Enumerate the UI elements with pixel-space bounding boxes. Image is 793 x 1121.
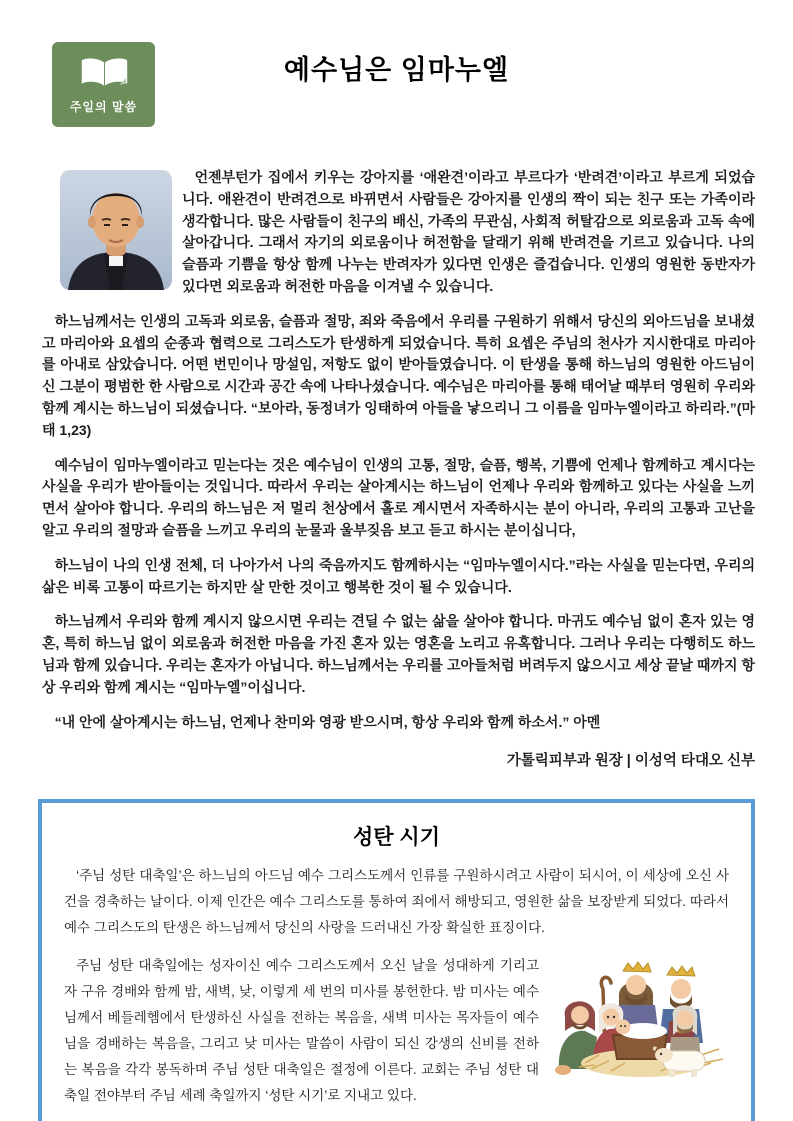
sunday-word-logo (52, 42, 155, 127)
paragraph: 하느님이 나의 인생 전체, 더 나아가서 나의 죽음까지도 함께하시는 “임마누엘이시다.”라는 사실을 믿는다면, 우리의 삶은 비록 고통이 따르기는 하지만 살 만한 것이고 행복한 것이 될 수 있습니다. (42, 556, 755, 595)
paragraph: 예수님이 임마누엘이라고 믿는다는 것은 예수님이 인생의 고통, 절망, 슬픔, 행복, 기쁨에 언제나 함께하고 계시다는 사실을 우리가 받아들이는 것입니다. 따라서 우리는 살아계시는 하느님이 언제나 우리와 함께하고 있다는 사실을 느끼면서 살아야 합니다. 우리의 하느님은 저 멀리 천상에서 홀로 계시면서 자족하시는 분이 아니라, 우리의 고통과 고난을 알고 우리의 절망과 슬픔을 느끼고 우리의 눈물과 울부짖음 보고 듣고 하시는 분이십니다, (42, 456, 755, 538)
priest-portrait (60, 170, 172, 290)
article (42, 167, 755, 773)
closing-prayer: “내 안에 살아계시는 하느님, 언제나 찬미와 영광 받으시며, 항상 우리와 함께 하소서.” 아멘 (54, 713, 601, 730)
open-book-icon (75, 55, 133, 93)
paragraph: 하느님께서 우리와 함께 계시지 않으시면 우리는 견딜 수 없는 삶을 살아야 합니다. 마귀도 예수님 없이 혼자 있는 영혼, 특히 하느님 없이 외로움과 허전한 마음을 가진 혼자 있는 영혼을 노리고 유혹합니다. 그러나 우리는 다행히도 하느님과 함께 있습니다. 우리는 혼자가 아닙니다. 하느님께서는 우리를 고아들처럼 버려두지 않으시고 세상 끝날 때까지 항상 우리와 함께 계시는 “임마누엘”이십니다. (42, 613, 755, 695)
box-title: 성탄 시기 (353, 826, 440, 850)
box-paragraph-text: 주님 성탄 대축일에는 성자이신 예수 그리스도께서 오신 날을 성대하게 기리고자 구유 경배와 함께 밤, 새벽, 낮, 이렇게 세 번의 미사를 봉헌한다. 밤 미사는 예수님께서 베들레헴에서 탄생하신 사실을 전하는 복음을, 새벽 미사는 목자들이 예수님을 경배하는 복음을, 그리고 낮 미사는 말씀이 사람이 되신 강생의 신비를 전하는 복음을 각각 봉독하며 주님 성탄 대축일은 절정에 이른다. 교회는 주님 성탄 대축일 전야부터 주님 세례 축일까지 ‘성탄 시기’로 지내고 있다. (64, 958, 539, 1104)
paragraph: 언젠부턴가 집에서 키우는 강아지를 ‘애완견’이라고 부르다가 ‘반려견’이라고 부르게 되었습니다. 애완견이 반려견으로 바뀌면서 사람들은 강아지를 인생의 짝이 되는 친구 또는 가족이라 생각합니다. 많은 사람들이 친구의 배신, 가족의 무관심, 사회적 허탈감으로 외로움과 고독 속에 살아갑니다. 그래서 자기의 외로움이나 허전함을 달래기 위해 반려견을 기르고 있습니다. 나의 슬픔과 기쁨을 항상 함께 나누는 반려자가 있다면 인생은 즐겁습니다. 인생의 영원한 동반자가 있다면 외로움과 허전한 마음을 이겨낼 수 있습니다. (182, 169, 755, 294)
priest-photo (60, 170, 172, 290)
page-title: 예수님은 임마누엘 (283, 55, 510, 85)
box-paragraph-with-illustration (64, 953, 729, 1109)
christmas-season-box (38, 799, 755, 1121)
paragraph: 하느님께서는 인생의 고독과 외로움, 슬픔과 절망, 죄와 죽음에서 우리를 구원하기 위해서 당신의 외아드님을 보내셨고 마리아와 요셉의 순종과 협력으로 그리스도가 탄생하게 되었습니다. 특히 요셉은 주님의 천사가 지시한대로 마리아를 아내로 삼았습니다. 어떤 번민이나 망설임, 저항도 없이 받아들였습니다. 이 탄생을 통해 하느님의 영원한 아드님이신 그분이 평범한 한 사람으로 시간과 공간 속에 나타나셨습니다. 예수님은 마리아를 통해 태어날 때부터 영원히 우리와 함께 계시는 하느님이 되셨습니다. “보아라, 동정녀가 잉태하여 아들을 낳으리니 그 이름을 임마누엘이라고 하리라.”(마태 1,23) (42, 312, 755, 438)
author-signature: 가톨릭피부과 원장 | 이성억 타대오 신부 (506, 753, 755, 770)
box-paragraph: ‘주님 성탄 대축일’은 하느님의 아드님 예수 그리스도께서 인류를 구원하시려고 사람이 되시어, 이 세상에 오신 사건을 경축하는 날이다. 이제 인간은 예수 그리스도를 통하여 죄에서 해방되고, 영원한 삶을 보장받게 되었다. 따라서 예수 그리스도의 탄생은 하느님께서 당신의 사랑을 드러내신 가장 확실한 표징이다. (64, 868, 729, 936)
nativity-scene-illustration (551, 959, 729, 1083)
logo-label: 주일의 말씀 (69, 99, 138, 114)
